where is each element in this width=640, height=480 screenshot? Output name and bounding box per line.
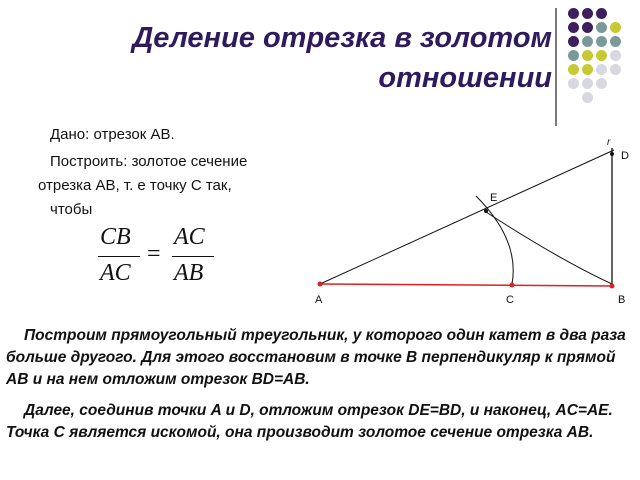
point-b: [610, 284, 615, 289]
explanation-paragraph-1: [6, 325, 632, 391]
explanation-paragraph-1-text: Построим прямоугольный треугольник, у которого один катет в два раза больше другого. Для этого восстановим в точке B перпендикуляр к прямой AB и на нем отложим отрезок BD=AB.: [6, 327, 626, 388]
formula-rhs-denominator: AB: [174, 260, 204, 286]
formula-equals: =: [147, 241, 161, 267]
formula-rhs-numerator: AC: [174, 224, 205, 250]
label-b: B: [618, 294, 626, 306]
segment-ab: [320, 284, 612, 286]
formula-lhs-numerator: CB: [100, 224, 131, 250]
task-text-line2: отрезка АВ, т. е точку С так,: [38, 177, 232, 194]
slide-title-line1: Деление отрезка в золотом: [132, 22, 552, 54]
task-text-line1: Построить: золотое сечение: [50, 153, 248, 170]
point-c: [510, 283, 515, 288]
given-text: Дано: отрезок АВ.: [50, 126, 175, 143]
arc-de: [486, 212, 612, 284]
label-r: r: [607, 137, 611, 148]
label-d: D: [621, 150, 629, 162]
task-text-line3: чтобы: [50, 201, 93, 218]
label-e: E: [490, 192, 498, 204]
formula-lhs-denominator: AC: [100, 260, 131, 286]
explanation-paragraph-2: [6, 400, 632, 444]
point-a: [318, 282, 323, 287]
point-d: [610, 152, 614, 156]
slide-title-line2: отношении: [378, 62, 552, 94]
line-ad: [320, 150, 614, 284]
explanation-paragraph-2-text: Далее, соединив точки A и D, отложим отрезок DE=BD, и наконец, AC=AE. Точка C является искомой, она производит золотое сечение отрезка AB.: [6, 402, 613, 441]
arc-ec: [476, 196, 513, 284]
point-e: [484, 209, 488, 213]
label-c: C: [506, 294, 514, 306]
label-a: A: [315, 294, 323, 306]
